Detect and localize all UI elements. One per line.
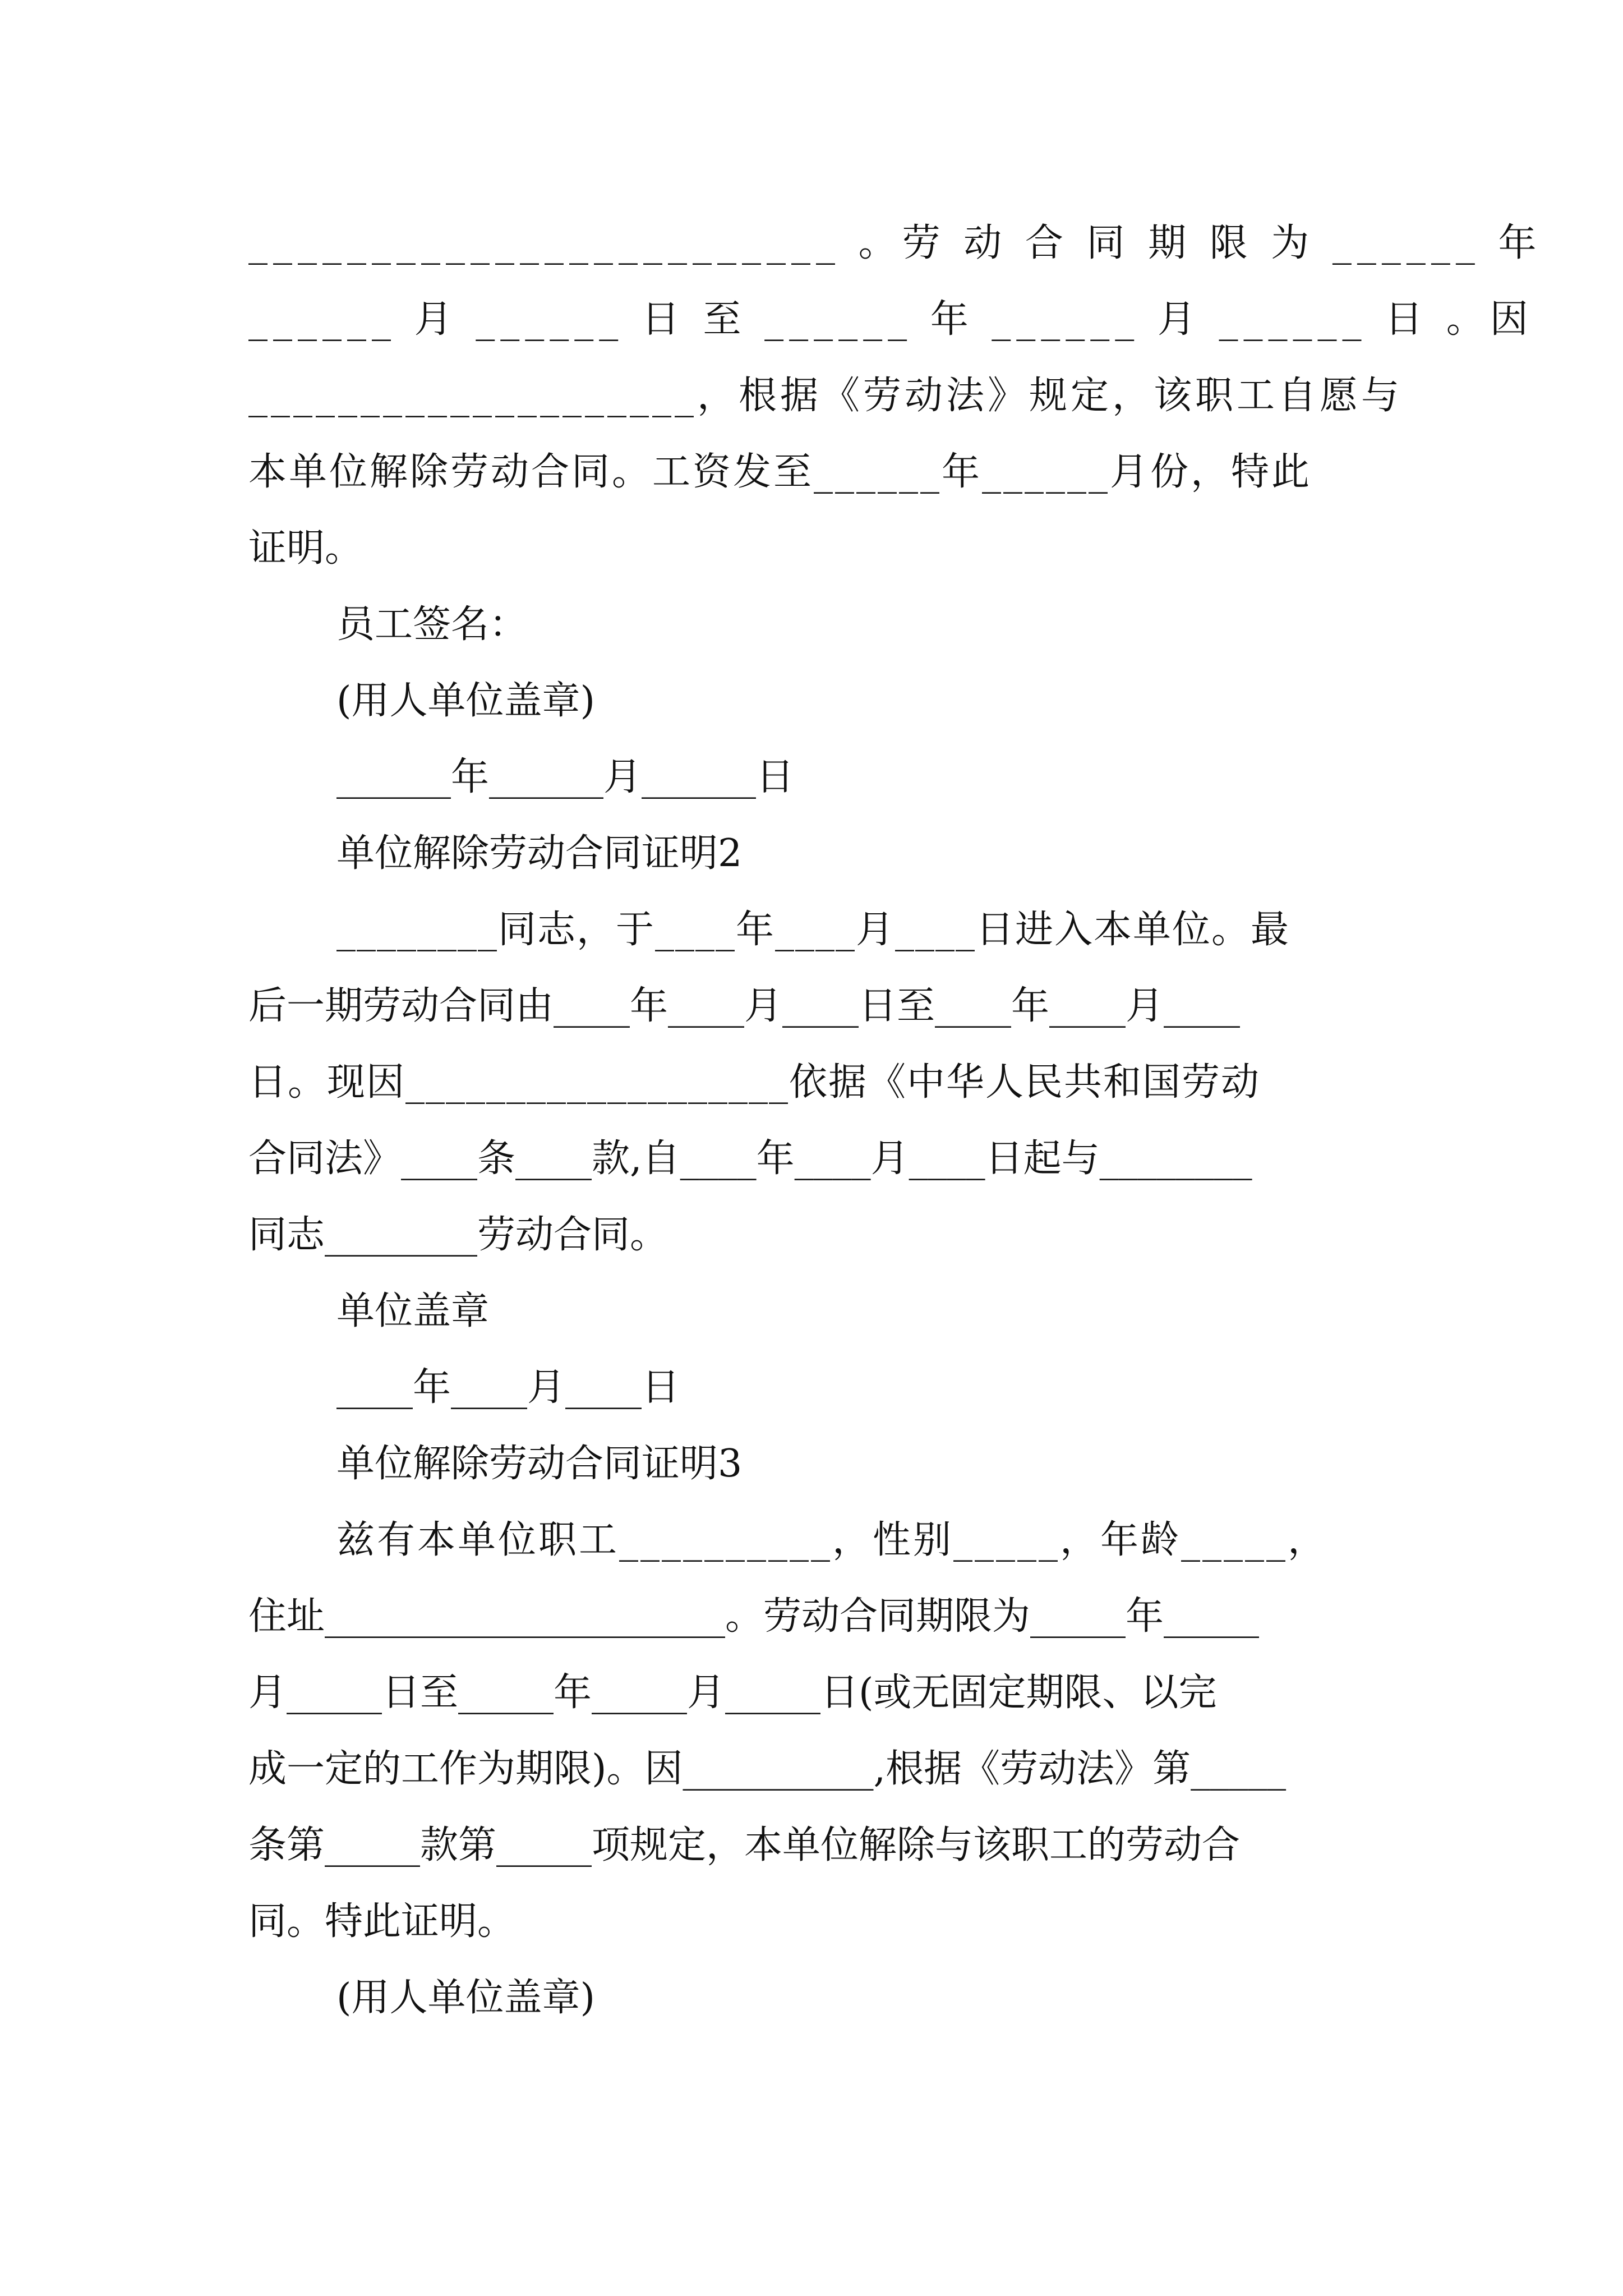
- paragraph-line: 日。现因___________________依据《中华人民共和国劳动: [248, 1060, 1261, 1105]
- signature-label: 员工签名：: [336, 602, 528, 647]
- seal-label: 单位盖章: [336, 1289, 490, 1333]
- paragraph-line: 同。特此证明。: [248, 1899, 516, 1944]
- paragraph-line: ______ 月 ______ 日 至 ______ 年 ______ 月 ______ 日 。因: [248, 297, 1534, 342]
- paragraph-line: ________________________ 。劳 动 合 同 期 限 为 ______ 年: [248, 221, 1542, 265]
- paragraph-line: 条第_____款第_____项规定，本单位解除与该职工的劳动合: [248, 1823, 1241, 1867]
- paragraph-line: 住址_____________________。劳动合同期限为_____年_____: [248, 1594, 1260, 1639]
- section-heading: 单位解除劳动合同证明2: [336, 831, 743, 876]
- seal-label: (用人单位盖章): [336, 679, 596, 723]
- paragraph-line: 兹有本单位职工__________，性别_____，年龄_____，: [336, 1518, 1329, 1562]
- paragraph-line: ____________________，根据《劳动法》规定，该职工自愿与: [248, 374, 1403, 418]
- seal-label: (用人单位盖章): [336, 1976, 596, 2020]
- paragraph-line: 同志________劳动合同。: [248, 1213, 668, 1257]
- date-line: ______年______月______日: [336, 755, 795, 799]
- paragraph-line: 月_____日至_____年_____月_____日(或无固定期限、以完: [248, 1671, 1217, 1715]
- paragraph-line: 后一期劳动合同由____年____月____日至____年____月____: [248, 984, 1241, 1028]
- paragraph-line: 本单位解除劳动合同。工资发至______年______月份，特此: [248, 450, 1312, 494]
- paragraph-line: 合同法》____条____款,自____年____月____日起与________: [248, 1137, 1252, 1181]
- paragraph-line: 成一定的工作为期限)。因__________,根据《劳动法》第_____: [248, 1747, 1287, 1791]
- paragraph-line: 证明。: [248, 526, 363, 570]
- date-line: ____年____月____日: [336, 1365, 680, 1410]
- section-heading: 单位解除劳动合同证明3: [336, 1442, 743, 1486]
- paragraph-line: ________同志，于____年____月____日进入本单位。最: [336, 908, 1290, 952]
